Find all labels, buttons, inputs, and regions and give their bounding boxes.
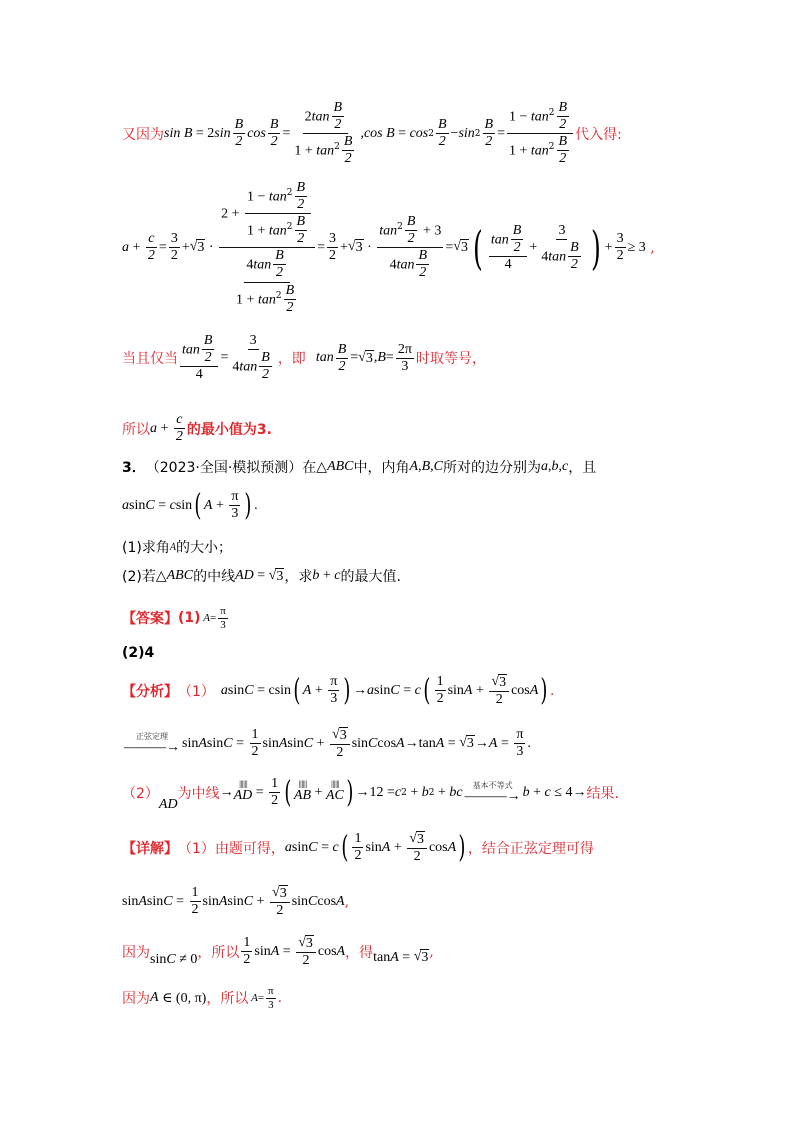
detail-because: 因为 xyxy=(122,944,150,961)
detail-label: 【详解】 xyxy=(122,840,178,857)
text-because: 又因为 xyxy=(122,126,164,143)
answer-1: (1) xyxy=(178,610,201,627)
part1-end: 的大小； xyxy=(175,540,232,556)
arrow-label-sine-law: 正弦定理 xyxy=(136,731,168,741)
analysis-median: 为中线 xyxy=(177,785,220,802)
part2-text-c: ，求 xyxy=(284,569,313,585)
detail-line2: sin A sin C = $\frac{1}{2}$ sin A sin C + √ 3 2 sin C cos A , xyxy=(122,885,350,919)
problem-part2: (2)若 △ ABC 的中线 AD = √ 3 ，求 b + c 的最大值. xyxy=(122,567,401,585)
line-conclusion: 所以 a + $\frac{c}{2}$ 的最小值为3. xyxy=(122,412,272,445)
text-equality-holds: 时取等号， xyxy=(415,351,486,368)
answer-label: 【答案】 xyxy=(122,611,178,628)
detail-so: ，所以 xyxy=(197,944,240,961)
detail-line3: 因为 sin C ≠ 0 ，所以 $\frac{1}{2}$ sin A = √ 3 2 cos A ，得 tan A = √ 3 , xyxy=(122,935,434,969)
part2-text-b: 的中线 xyxy=(193,569,236,585)
analysis-p2: （2） xyxy=(122,785,159,802)
problem-source: （2023·全国·模拟预测） xyxy=(145,460,303,476)
problem-part1: (1)求角 A 的大小； xyxy=(122,537,232,557)
part2-text-d: 的最大值. xyxy=(340,569,401,585)
analysis-line3: （2） AD 为中线 → |||||| AD = $\frac{1}{2}$ ( |||||| AB + |||||| AC ) →12 = c 2 + b 2 + bc 基本不等式 ―――→ b + c ≤ 4→ 结果. xyxy=(122,774,619,812)
arrow-label-inequality: 基本不等式 xyxy=(472,780,513,790)
analysis-line2: 正弦定理 ―――→ sin A sin C = $\frac{1}{2}$ sin A sin C + √ 3 2 sin C cos A → tan A = √ 3 → A = $\frac{\pi}{3}$ . xyxy=(124,727,531,761)
text-so: 所以 xyxy=(122,421,150,438)
stem-text-d: ，且 xyxy=(568,460,597,476)
analysis-label: 【分析】 xyxy=(122,683,178,700)
detail-so-2: ，所以 xyxy=(206,991,249,1008)
problem-condition: a sin C = c sin ( A + $\frac{\pi}{3}$ ) . xyxy=(122,487,258,523)
problem-number: 3． xyxy=(122,460,146,476)
stem-text-b: 中，内角 xyxy=(353,460,410,476)
analysis-line1: 【分析】 （1） a sin C = c sin ( A + $\frac{\pi}{3}$ ) → a sin C = c ( $\frac{1}{2}$ sin A + √ 3 2 cos A ) . xyxy=(122,672,555,708)
text-substitute: 代入得: xyxy=(575,126,622,143)
answer-line: 【答案】 (1) A = $\frac{\pi}{3}$ xyxy=(122,605,226,631)
analysis-p1: （1） xyxy=(178,683,215,700)
line-equality-condition: 当且仅当 tan $\frac{B}{2}$ 4 = 3 4tan $\frac{B}{2}$ ，即 tan $\frac{B}{2}$ = √ 3 , B = $\frac{2\pi}{3}$ 时取等号， xyxy=(122,333,486,383)
detail-line1: 【详解】 （1）由题可得， a sin C = c ( $\frac{1}{2}$ sin A + √ 3 2 cos A ) ，结合正弦定理可得 xyxy=(122,829,594,865)
answer-2-text: (2)4 xyxy=(122,645,155,661)
part2-text-a: (2)若 xyxy=(122,569,156,585)
detail-because-2: 因为 xyxy=(122,991,150,1008)
answer-2 xyxy=(122,645,154,661)
text-min-value: 的最小值为3. xyxy=(186,421,272,438)
part1-text: (1)求角 xyxy=(122,540,170,556)
text-that-is: ，即 xyxy=(277,351,306,368)
stem-text-a: 在 xyxy=(302,460,317,476)
stem-text-c: 所对的边分别为 xyxy=(442,460,541,476)
text-iff: 当且仅当 xyxy=(122,351,178,368)
detail-text-b: ，结合正弦定理可得 xyxy=(467,840,594,857)
detail-line4: 因为 A ∈ (0, π) ，所以 A = $\frac{\pi}{3}$ . xyxy=(122,985,283,1011)
problem-stem: 3． （2023·全国·模拟预测） 在 △ ABC 中，内角 A , B , C 所对的边分别为 a , b , c ，且 xyxy=(122,459,597,476)
analysis-result: 结果. xyxy=(586,785,619,802)
detail-text-a: （1）由题可得， xyxy=(178,840,285,857)
line-big-expression: a + $\frac{c}{2}$ = $\frac{3}{2}$ + √ 3 · 2 + $1 - \tan^2$ $\frac{B}{2}$ $1 + \tan^2$ $\frac{B}{2}$ 4tan $\frac{B}{2}$ $1 + \tan^2$ $\frac{B}{2}$ = $\frac{3}{2}$ + √ 3 · $\tan^2$ $\frac{B}{2}$ + 3 4tan $\frac{B}{2}$ = √ 3 ( tan $\frac{B}{2}$ 4 + 3 4tan $\frac{B}{2}$ ) + $\frac{3}{2}$ ≥ 3 , xyxy=(122,180,655,315)
line-identity: 又因为 sin B = 2 sin $\frac{B}{2}$ cos $\frac{B}{2}$ = 2tan $\frac{B}{2}$ $1 + \tan^2$ $\frac{B}{2}$ , cos B = cos 2 $\frac{B}{2}$ − sin 2 $\frac{B}{2}$ = $1 - \tan^2$ $\frac{B}{2}$ $1 + \tan^2$ $\frac{B}{2}$ 代入得: xyxy=(122,100,622,167)
detail-get: ，得 xyxy=(345,944,374,961)
